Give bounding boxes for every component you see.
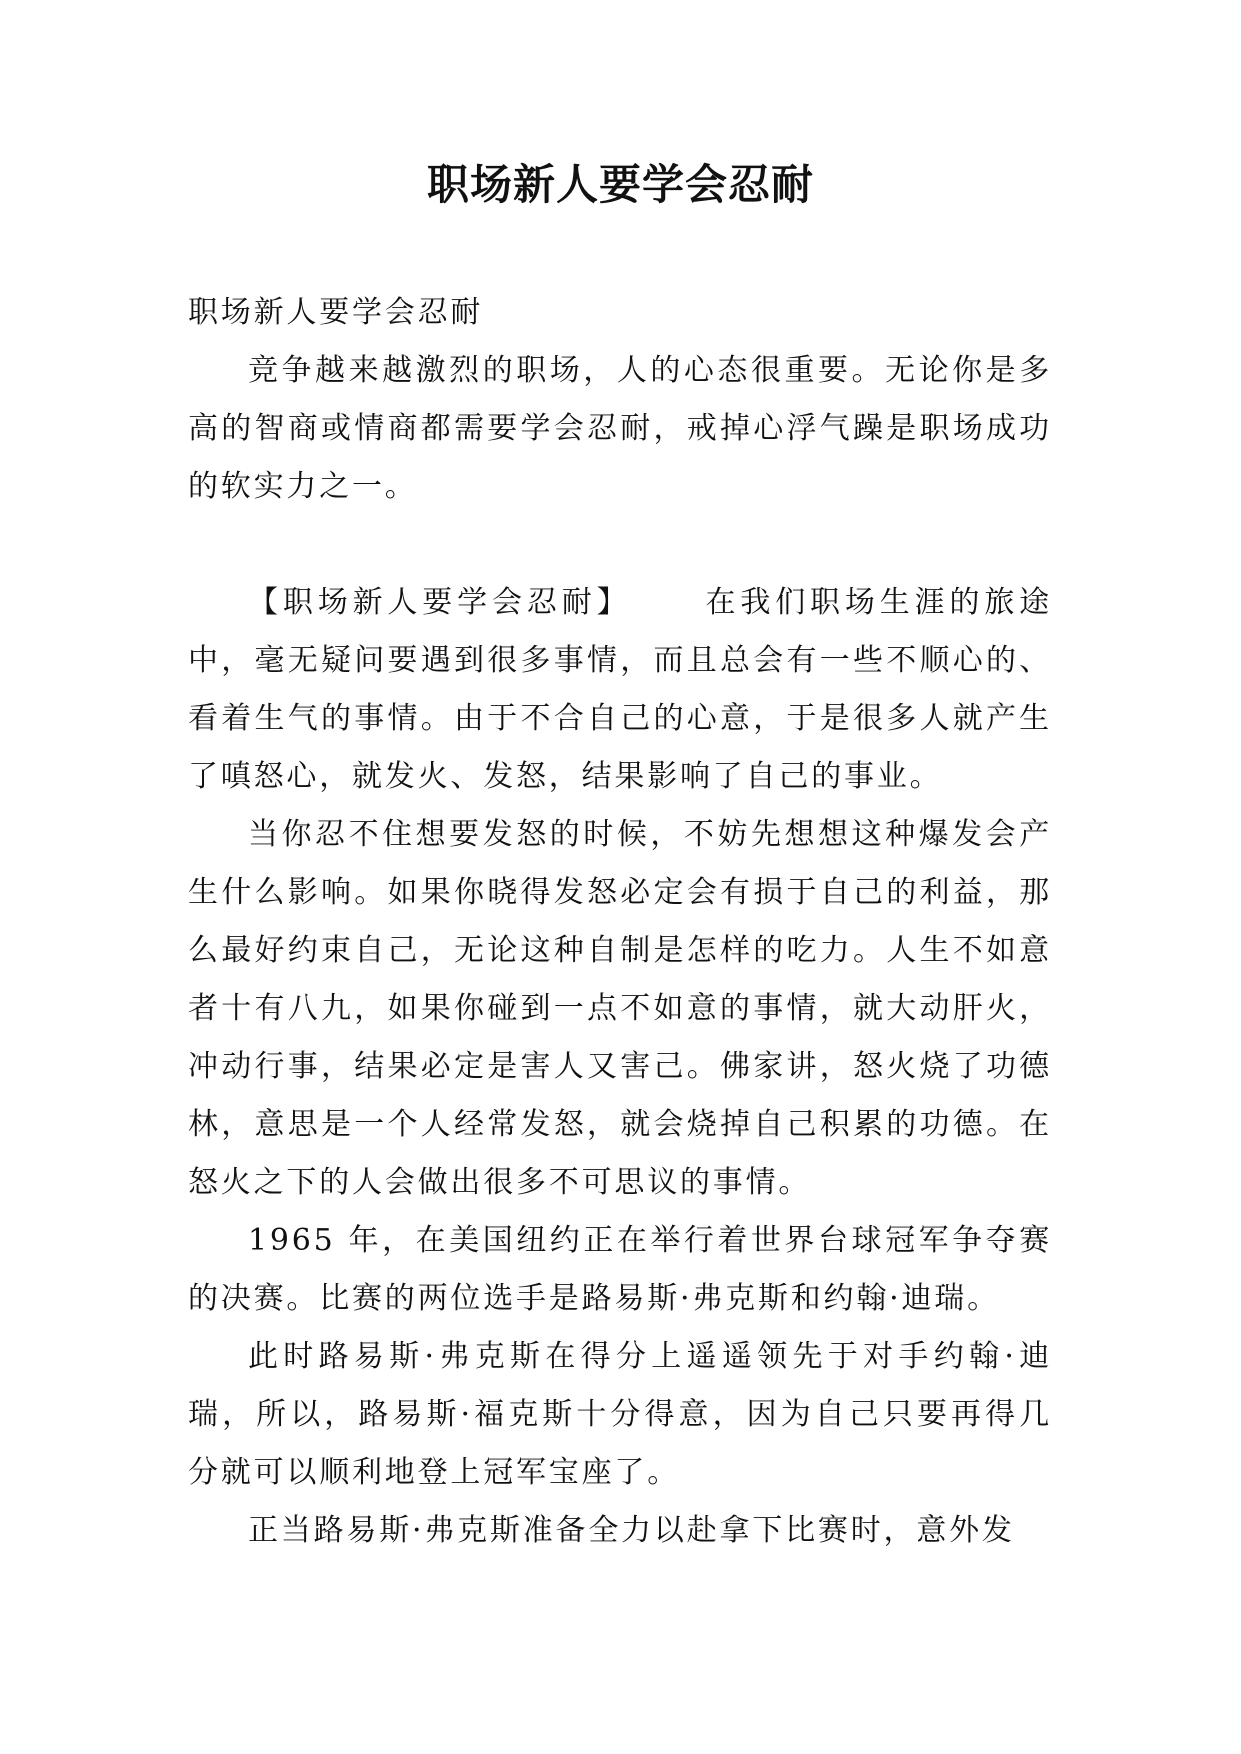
section-first-paragraph bbox=[188, 574, 1052, 806]
body-paragraph-4: 正当路易斯·弗克斯准备全力以赴拿下比赛时，意外发 bbox=[248, 1513, 1015, 1548]
body-paragraph-3: 此时路易斯·弗克斯在得分上遥遥领先于对手约翰·迪瑞，所以，路易斯·福克斯十分得意，因为自己只要再得几分就可以顺利地登上冠军宝座了。 bbox=[188, 1339, 1052, 1490]
document-subtitle: 职场新人要学会忍耐 bbox=[188, 295, 484, 330]
section-first-paragraph-text: 在我们职场生涯的旅途中，毫无疑问要遇到很多事情，而且总会有一些不顺心的、看着生气的事情。由于不合自己的心意，于是很多人就产生了嗔怒心，就发火、发怒，结果影响了自己的事业。 bbox=[188, 585, 1052, 794]
body-paragraph-1: 当你忍不住想要发怒的时候，不妨先想想这种爆发会产生什么影响。如果你晓得发怒必定会有损于自己的利益，那么最好约束自己，无论这种自制是怎样的吃力。人生不如意者十有八九，如果你碰到一点不如意的事情，就大动肝火，冲动行事，结果必定是害人又害己。佛家讲，怒火烧了功德林，意思是一个人经常发怒，就会烧掉自己积累的功德。在怒火之下的人会做出很多不可思议的事情。 bbox=[188, 817, 1052, 1200]
intro-paragraph: 竞争越来越激烈的职场，人的心态很重要。无论你是多高的智商或情商都需要学会忍耐，戒掉心浮气躁是职场成功的软实力之一。 bbox=[188, 353, 1052, 504]
document-body bbox=[188, 284, 1052, 1560]
document-title: 职场新人要学会忍耐 bbox=[426, 160, 814, 209]
section-heading: 【职场新人要学会忍耐】 bbox=[248, 585, 632, 620]
body-paragraph-2: 1965 年，在美国纽约正在举行着世界台球冠军争夺赛的决赛。比赛的两位选手是路易斯·弗克斯和约翰·迪瑞。 bbox=[188, 1223, 1052, 1316]
